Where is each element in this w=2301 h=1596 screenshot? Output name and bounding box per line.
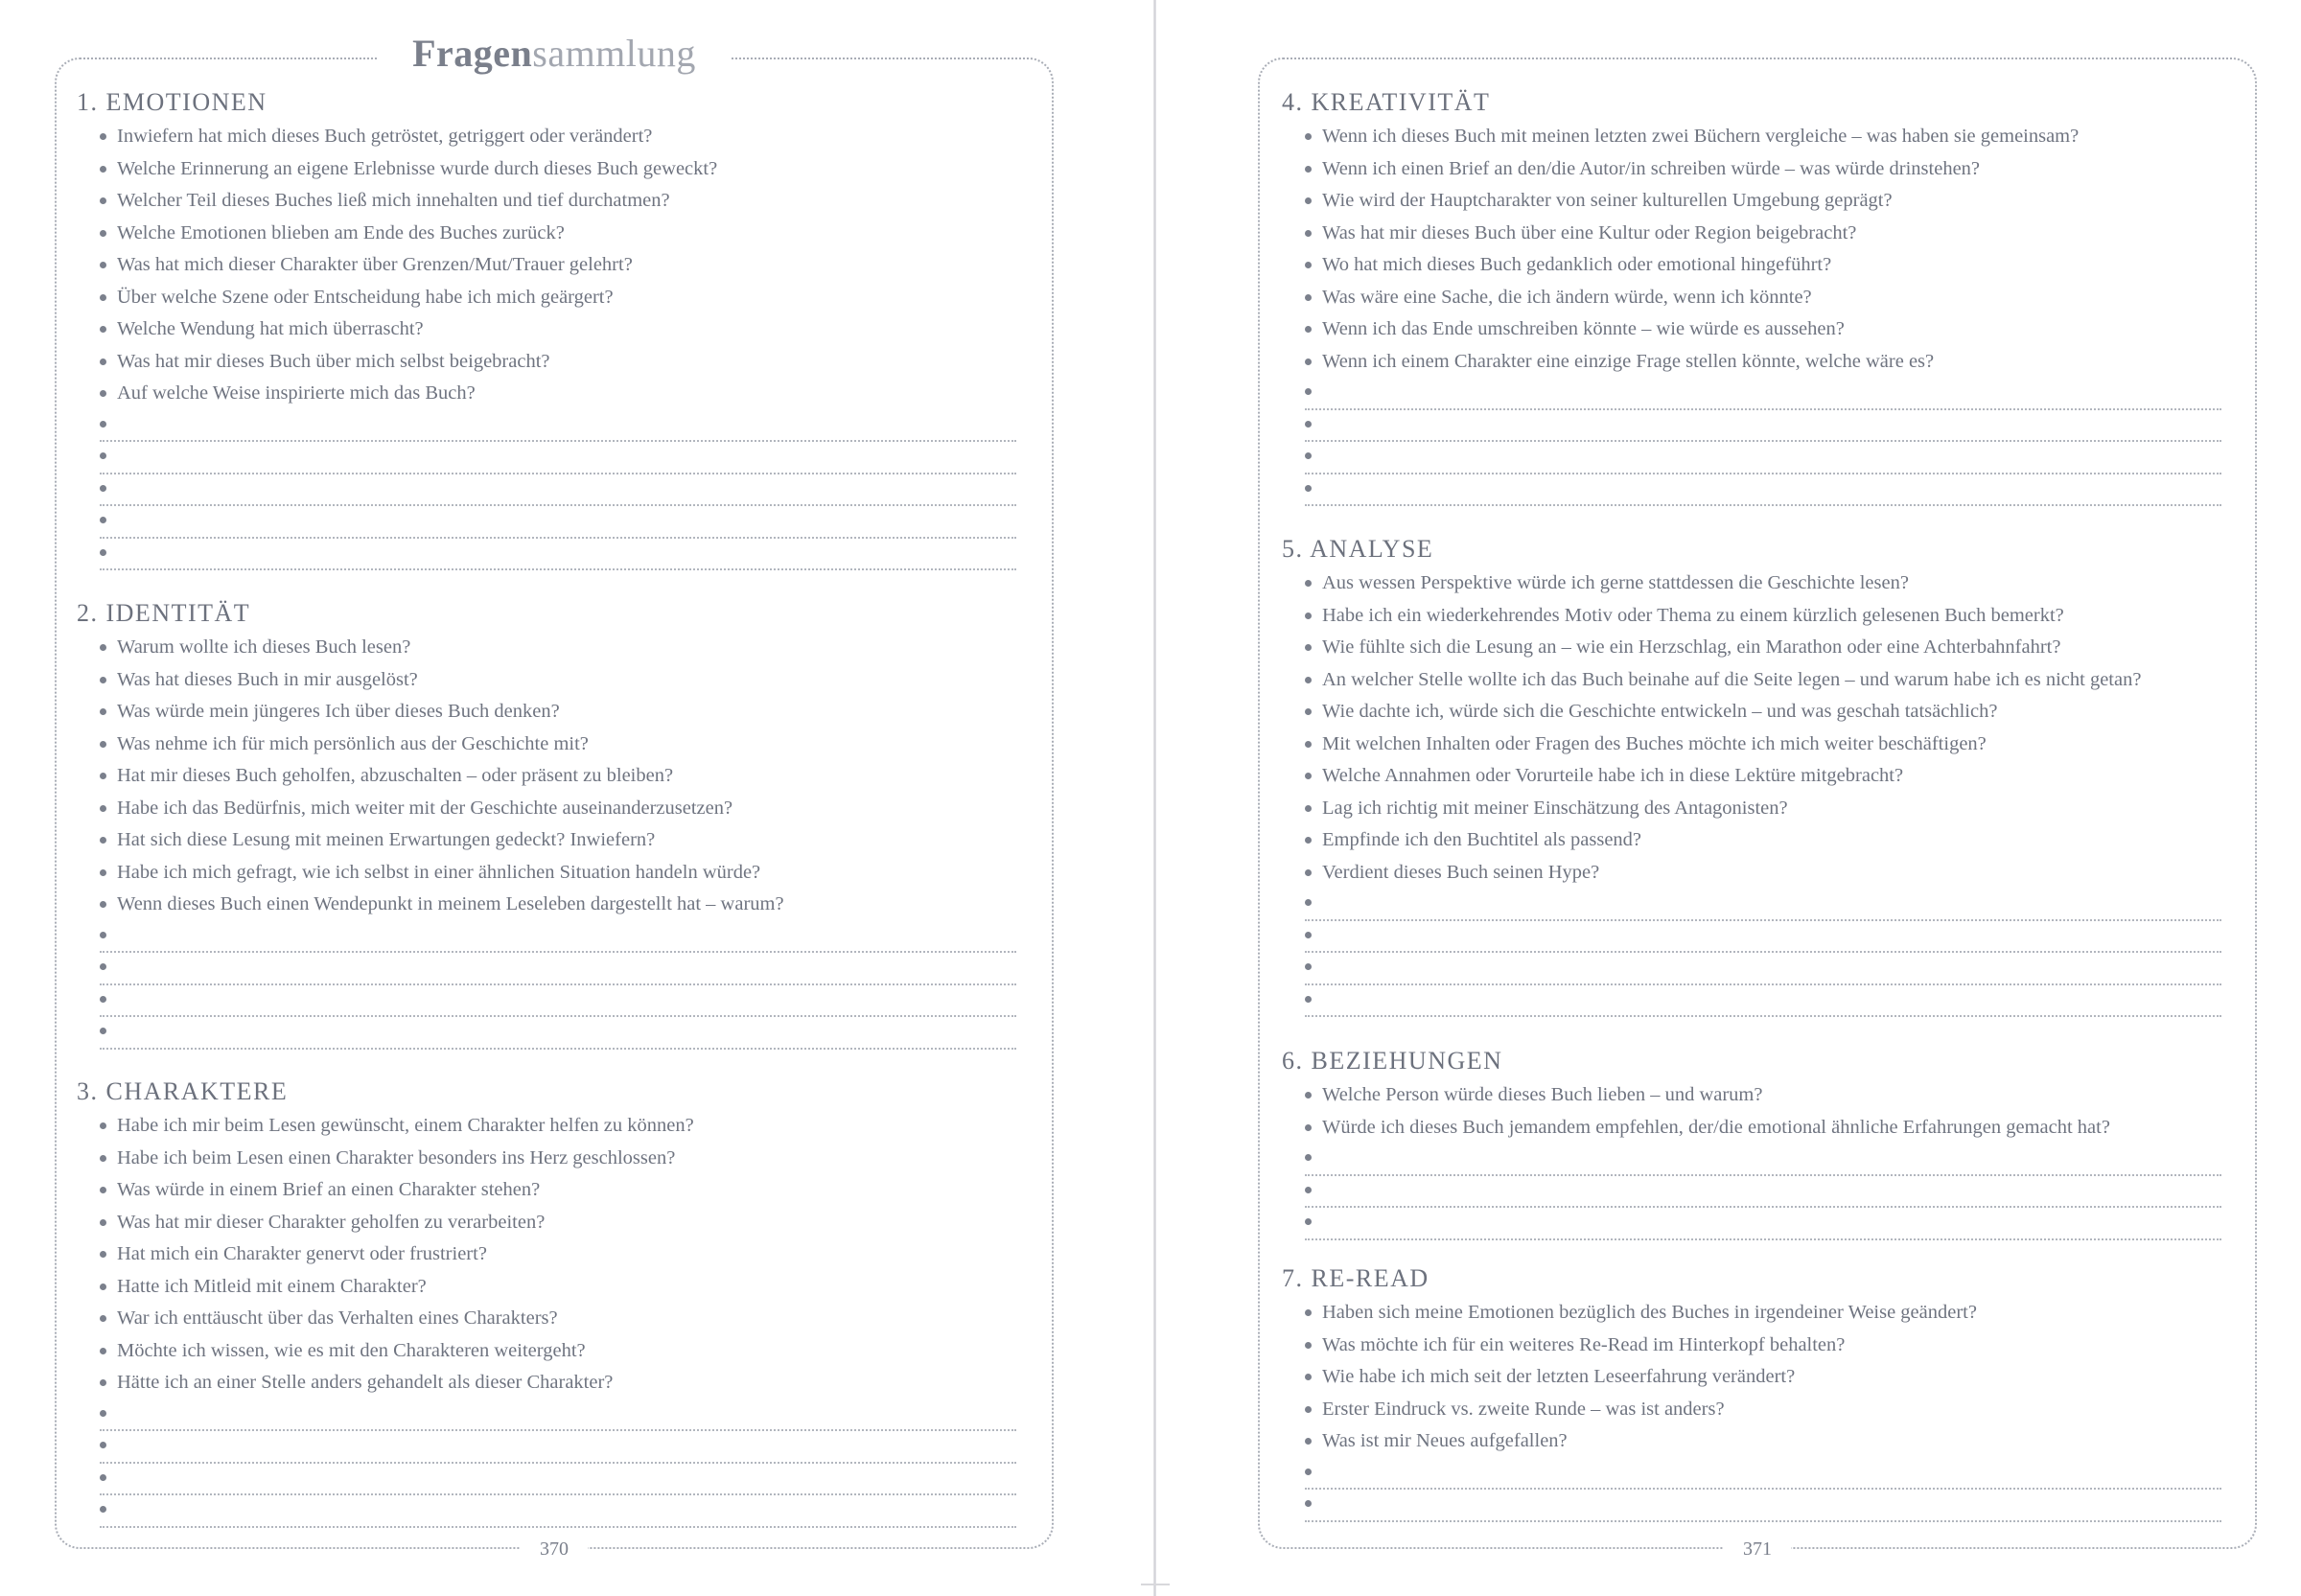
- section-heading: 5. ANALYSE: [1282, 535, 1434, 563]
- blank-line-list: [77, 1399, 1014, 1528]
- question-item: Haben sich meine Emotionen bezüglich des Buches in irgendeiner Weise geändert?: [1305, 1297, 2221, 1330]
- section-heading: 7. RE-READ: [1282, 1264, 1429, 1292]
- question-list: [77, 1110, 1014, 1399]
- section-analyse: [1282, 533, 2221, 1017]
- blank-answer-line: [100, 1017, 1016, 1050]
- question-item: Welche Wendung hat mich überrascht?: [100, 313, 1014, 346]
- question-list: [1282, 1297, 2221, 1458]
- question-item: Hat sich diese Lesung mit meinen Erwartungen gedeckt? Inwiefern?: [100, 824, 1014, 857]
- question-item: Verdient dieses Buch seinen Hype?: [1305, 857, 2221, 890]
- question-item: Was hat mir dieser Charakter geholfen zu verarbeiten?: [100, 1207, 1014, 1239]
- question-item: Welche Erinnerung an eigene Erlebnisse wurde durch dieses Buch geweckt?: [100, 153, 1014, 186]
- blank-answer-line: [100, 539, 1016, 571]
- section-identitaet: [77, 597, 1014, 1050]
- blank-answer-line: [1305, 442, 2221, 474]
- title-light-part: sammlung: [532, 32, 696, 75]
- blank-answer-line: [1305, 1176, 2221, 1209]
- section-heading: 6. BEZIEHUNGEN: [1282, 1047, 1503, 1075]
- blank-answer-line: [100, 410, 1016, 443]
- question-item: Habe ich beim Lesen einen Charakter besonders ins Herz geschlossen?: [100, 1143, 1014, 1175]
- book-spine: [1153, 0, 1156, 1596]
- blank-answer-line: [1305, 889, 2221, 921]
- section-heading: 4. KREATIVITÄT: [1282, 88, 1491, 116]
- blank-answer-line: [100, 506, 1016, 539]
- question-item: Was hat mir dieses Buch über mich selbst beigebracht?: [100, 346, 1014, 379]
- question-item: Was wäre eine Sache, die ich ändern würde, wenn ich könnte?: [1305, 282, 2221, 314]
- question-item: Würde ich dieses Buch jemandem empfehlen, der/die emotional ähnliche Erfahrungen gemacht hat?: [1305, 1112, 2221, 1145]
- section-reread: [1282, 1262, 2221, 1522]
- question-item: Hat mich ein Charakter genervt oder frustriert?: [100, 1238, 1014, 1271]
- blank-answer-line: [100, 985, 1016, 1018]
- question-item: Möchte ich wissen, wie es mit den Charakteren weitergeht?: [100, 1335, 1014, 1368]
- section-heading: 3. CHARAKTERE: [77, 1077, 289, 1105]
- blank-answer-line: [1305, 410, 2221, 443]
- blank-line-list: [1282, 378, 2221, 506]
- blank-answer-line: [1305, 474, 2221, 507]
- question-item: Wenn ich einen Brief an den/die Autor/in schreiben würde – was würde drinstehen?: [1305, 153, 2221, 186]
- question-item: An welcher Stelle wollte ich das Buch beinahe auf die Seite legen – und warum habe ich es nicht getan?: [1305, 664, 2221, 697]
- page-number-right: 371: [1724, 1530, 1791, 1568]
- blank-answer-line: [100, 1431, 1016, 1464]
- blank-answer-line: [1305, 1490, 2221, 1522]
- question-item: Wie wird der Hauptcharakter von seiner kulturellen Umgebung geprägt?: [1305, 185, 2221, 218]
- blank-answer-line: [1305, 1458, 2221, 1491]
- question-list: [77, 632, 1014, 921]
- blank-answer-line: [100, 442, 1016, 474]
- question-item: Wenn dieses Buch einen Wendepunkt in meinem Leseleben dargestellt hat – warum?: [100, 889, 1014, 921]
- blank-answer-line: [100, 1399, 1016, 1432]
- section-charaktere: [77, 1076, 1014, 1528]
- blank-answer-line: [100, 921, 1016, 954]
- question-item: Was ist mir Neues aufgefallen?: [1305, 1425, 2221, 1458]
- question-item: Was würde in einem Brief an einen Charakter stehen?: [100, 1174, 1014, 1207]
- blank-answer-line: [100, 474, 1016, 507]
- blank-answer-line: [100, 1464, 1016, 1496]
- section-heading: 1. EMOTIONEN: [77, 88, 267, 116]
- question-item: Was nehme ich für mich persönlich aus der Geschichte mit?: [100, 729, 1014, 761]
- question-item: War ich enttäuscht über das Verhalten eines Charakters?: [100, 1303, 1014, 1335]
- question-item: Was hat dieses Buch in mir ausgelöst?: [100, 664, 1014, 697]
- question-item: Warum wollte ich dieses Buch lesen?: [100, 632, 1014, 664]
- question-item: Wo hat mich dieses Buch gedanklich oder emotional hingeführt?: [1305, 249, 2221, 282]
- blank-line-list: [1282, 1144, 2221, 1240]
- spine-mark: [1141, 1584, 1170, 1591]
- question-item: Wenn ich das Ende umschreiben könnte – wie würde es aussehen?: [1305, 313, 2221, 346]
- question-item: Lag ich richtig mit meiner Einschätzung des Antagonisten?: [1305, 793, 2221, 825]
- question-item: Wie habe ich mich seit der letzten Leseerfahrung verändert?: [1305, 1361, 2221, 1394]
- question-item: Wie dachte ich, würde sich die Geschichte entwickeln – und was geschah tatsächlich?: [1305, 696, 2221, 729]
- question-item: Erster Eindruck vs. zweite Runde – was ist anders?: [1305, 1394, 2221, 1426]
- question-item: Wie fühlte sich die Lesung an – wie ein Herzschlag, ein Marathon oder eine Achterbahnfahrt?: [1305, 632, 2221, 664]
- page-title: [379, 25, 730, 82]
- question-item: Mit welchen Inhalten oder Fragen des Buches möchte ich mich weiter beschäftigen?: [1305, 729, 2221, 761]
- blank-answer-line: [1305, 985, 2221, 1018]
- question-list: [1282, 567, 2221, 889]
- question-item: Was hat mich dieser Charakter über Grenzen/Mut/Trauer gelehrt?: [100, 249, 1014, 282]
- section-kreativitaet: [1282, 86, 2221, 506]
- section-beziehungen: [1282, 1045, 2221, 1240]
- question-item: Was würde mein jüngeres Ich über dieses Buch denken?: [100, 696, 1014, 729]
- blank-answer-line: [1305, 378, 2221, 410]
- question-item: Wenn ich einem Charakter eine einzige Frage stellen könnte, welche wäre es?: [1305, 346, 2221, 379]
- question-list: [1282, 1079, 2221, 1144]
- question-item: Inwiefern hat mich dieses Buch getröstet, getriggert oder verändert?: [100, 121, 1014, 153]
- question-item: Was hat mir dieses Buch über eine Kultur oder Region beigebracht?: [1305, 218, 2221, 250]
- question-item: Welche Person würde dieses Buch lieben – und warum?: [1305, 1079, 2221, 1112]
- question-item: Hat mir dieses Buch geholfen, abzuschalten – oder präsent zu bleiben?: [100, 760, 1014, 793]
- question-item: Habe ich das Bedürfnis, mich weiter mit der Geschichte auseinanderzusetzen?: [100, 793, 1014, 825]
- question-item: Welche Annahmen oder Vorurteile habe ich in diese Lektüre mitgebracht?: [1305, 760, 2221, 793]
- question-item: Empfinde ich den Buchtitel als passend?: [1305, 824, 2221, 857]
- blank-answer-line: [1305, 1208, 2221, 1240]
- question-item: Wenn ich dieses Buch mit meinen letzten zwei Büchern vergleiche – was haben sie gemeinsam?: [1305, 121, 2221, 153]
- question-item: Hätte ich an einer Stelle anders gehandelt als dieser Charakter?: [100, 1367, 1014, 1399]
- question-list: [1282, 121, 2221, 378]
- page-number-left: 370: [521, 1530, 588, 1568]
- question-item: Was möchte ich für ein weiteres Re-Read im Hinterkopf behalten?: [1305, 1330, 2221, 1362]
- title-bold-part: Fragen: [412, 32, 533, 75]
- section-emotionen: [77, 86, 1014, 570]
- blank-answer-line: [100, 1495, 1016, 1528]
- blank-line-list: [1282, 1458, 2221, 1522]
- question-item: Welche Emotionen blieben am Ende des Buches zurück?: [100, 218, 1014, 250]
- blank-answer-line: [1305, 921, 2221, 954]
- question-item: Aus wessen Perspektive würde ich gerne stattdessen die Geschichte lesen?: [1305, 567, 2221, 600]
- question-item: Auf welche Weise inspirierte mich das Buch?: [100, 378, 1014, 410]
- section-heading: 2. IDENTITÄT: [77, 599, 251, 627]
- blank-line-list: [77, 410, 1014, 571]
- question-item: Habe ich mir beim Lesen gewünscht, einem Charakter helfen zu können?: [100, 1110, 1014, 1143]
- question-item: Habe ich mich gefragt, wie ich selbst in einer ähnlichen Situation handeln würde?: [100, 857, 1014, 890]
- question-list: [77, 121, 1014, 410]
- blank-answer-line: [1305, 1144, 2221, 1176]
- blank-answer-line: [100, 953, 1016, 985]
- blank-line-list: [1282, 889, 2221, 1017]
- question-item: Habe ich ein wiederkehrendes Motiv oder Thema zu einem kürzlich gelesenen Buch bemerkt?: [1305, 600, 2221, 633]
- question-item: Über welche Szene oder Entscheidung habe ich mich geärgert?: [100, 282, 1014, 314]
- question-item: Welcher Teil dieses Buches ließ mich innehalten und tief durchatmen?: [100, 185, 1014, 218]
- blank-line-list: [77, 921, 1014, 1050]
- blank-answer-line: [1305, 953, 2221, 985]
- question-item: Hatte ich Mitleid mit einem Charakter?: [100, 1271, 1014, 1304]
